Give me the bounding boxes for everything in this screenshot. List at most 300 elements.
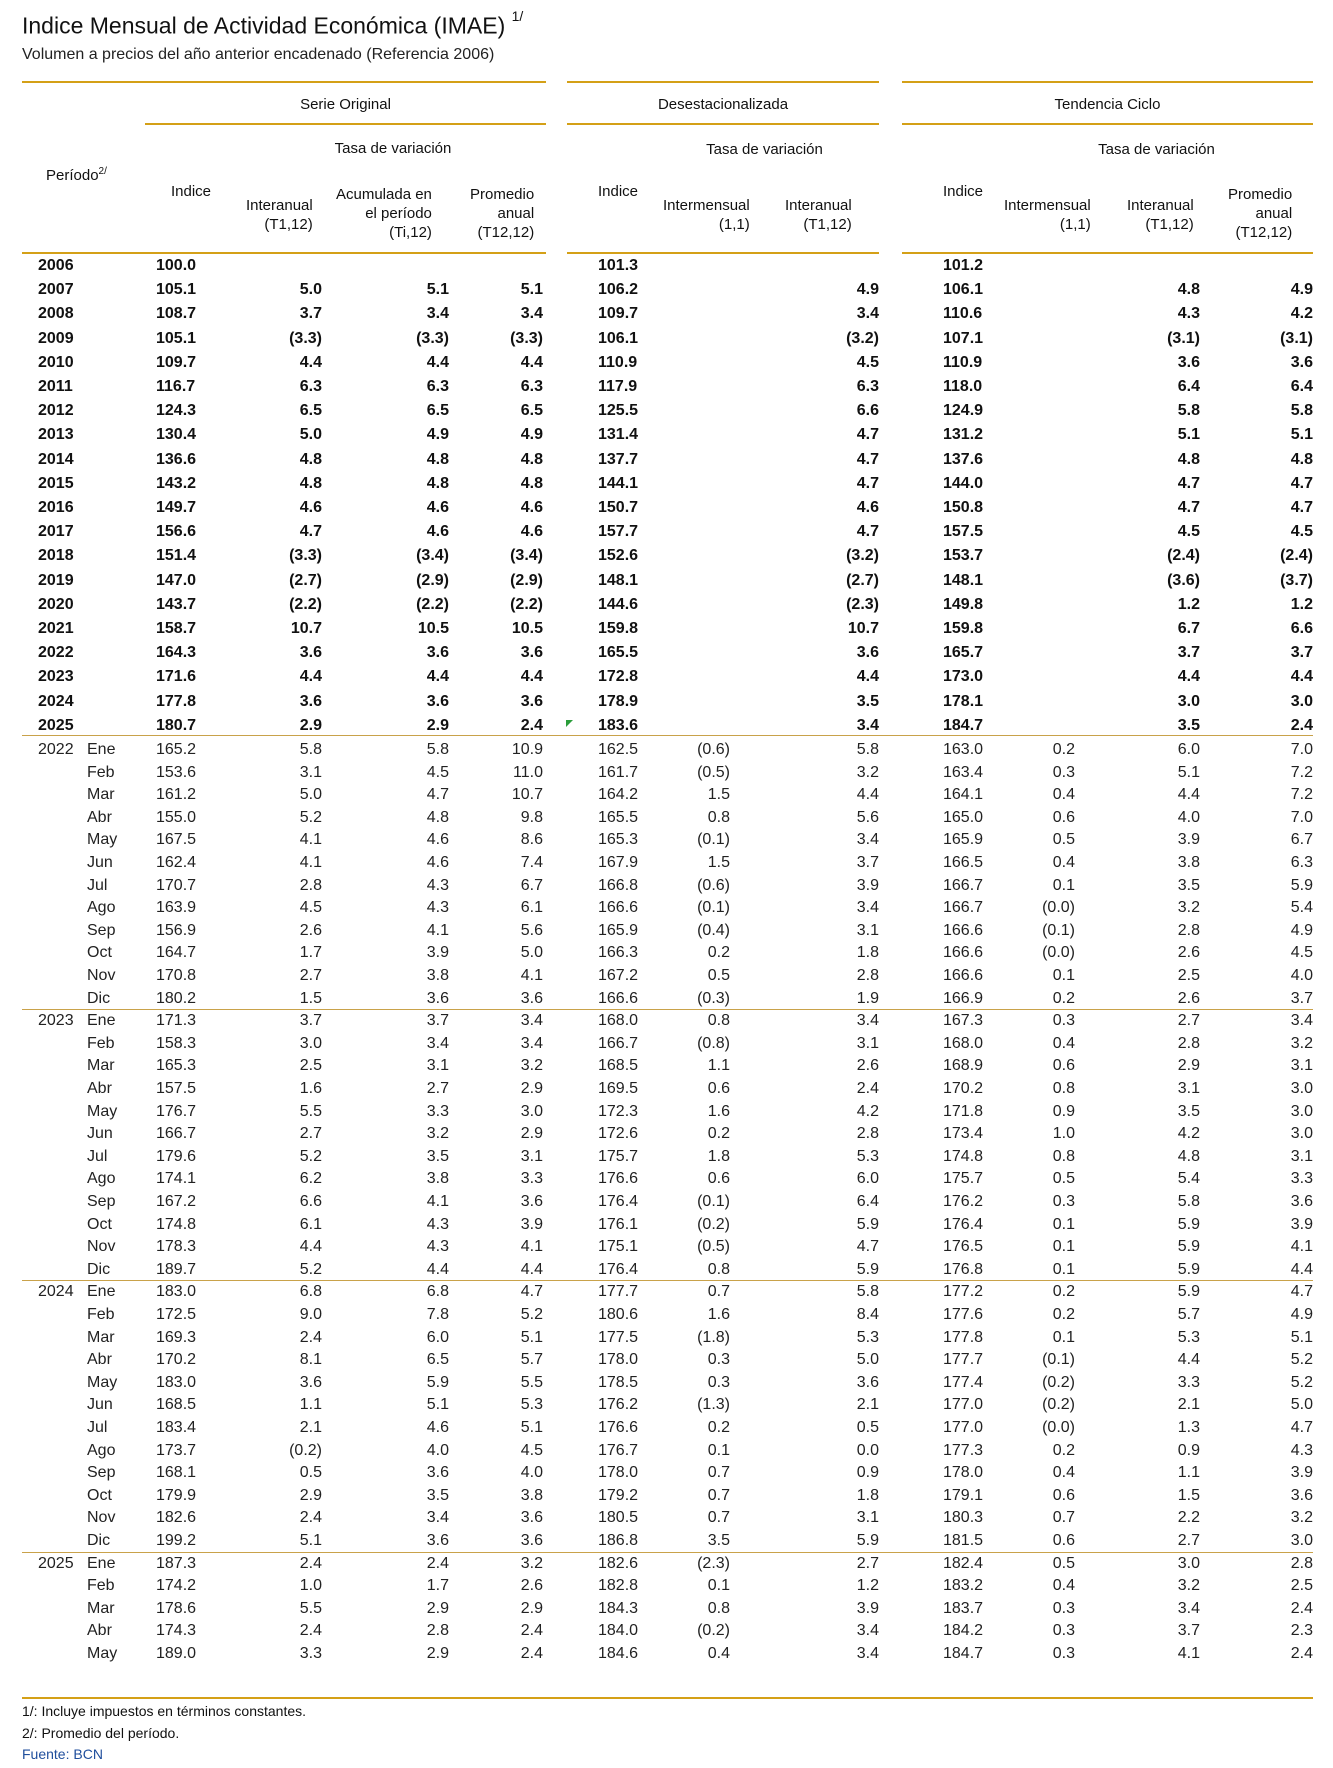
cell-orig-acumulada: 6.3 xyxy=(426,378,449,395)
cell-desest-interanual: 3.1 xyxy=(856,1509,879,1527)
cell-orig-promedio: 5.1 xyxy=(520,1328,543,1346)
group-serie-original: Serie Original xyxy=(300,96,391,113)
cell-orig-promedio: 4.5 xyxy=(520,1441,543,1459)
cell-tend-interanual: 3.1 xyxy=(1177,1080,1200,1097)
cell-orig-interanual: 4.4 xyxy=(299,1238,322,1256)
cell-tend-promedio: 4.1 xyxy=(1290,1238,1313,1256)
cell-desest-interanual: 8.4 xyxy=(856,1306,879,1323)
cell-desest-intermensual: 0.8 xyxy=(707,808,730,826)
cell-tend-interanual: 3.9 xyxy=(1177,831,1200,849)
cell-tend-promedio: 2.3 xyxy=(1290,1622,1313,1640)
cell-tend-promedio: 4.3 xyxy=(1290,1441,1313,1459)
cell-tend-interanual: 4.5 xyxy=(1177,523,1200,541)
cell-orig-interanual: 4.6 xyxy=(299,499,322,516)
cell-tend-promedio: 5.0 xyxy=(1290,1396,1313,1414)
cell-orig-indice: 199.2 xyxy=(156,1532,197,1549)
cell-tend-promedio: 3.6 xyxy=(1290,353,1313,371)
cell-desest-interanual: 6.3 xyxy=(856,378,879,395)
cell-tend-promedio: 7.2 xyxy=(1290,786,1313,804)
cell-desest-indice: 125.5 xyxy=(598,402,639,420)
cell-desest-indice: 178.0 xyxy=(598,1351,639,1369)
period-year: 2010 xyxy=(38,353,74,371)
cell-desest-interanual: 4.7 xyxy=(856,523,879,541)
cell-orig-promedio: 6.7 xyxy=(520,876,543,894)
cell-orig-interanual: 10.7 xyxy=(290,620,322,637)
cell-tend-intermensual: 0.3 xyxy=(1052,763,1075,781)
cell-orig-interanual: 5.5 xyxy=(299,1599,322,1617)
cell-tend-indice: 165.7 xyxy=(943,644,984,662)
period-year: 2009 xyxy=(38,329,74,347)
cell-desest-intermensual: 0.6 xyxy=(707,1080,730,1097)
cell-orig-indice: 158.7 xyxy=(156,620,197,637)
cell-tend-promedio: 3.2 xyxy=(1290,1034,1313,1052)
cell-orig-indice: 100.0 xyxy=(156,257,197,274)
cell-orig-acumulada: 4.8 xyxy=(426,474,449,492)
cell-desest-interanual: 3.4 xyxy=(856,831,879,849)
cell-orig-promedio: 2.4 xyxy=(520,1622,543,1640)
cell-orig-acumulada: 3.7 xyxy=(426,1012,449,1030)
cell-orig-interanual: 4.8 xyxy=(299,474,322,492)
cell-orig-interanual: (0.2) xyxy=(289,1441,322,1459)
cell-orig-interanual: 3.3 xyxy=(299,1645,322,1662)
period-month: Sep xyxy=(87,921,116,939)
cell-tend-indice: 177.4 xyxy=(943,1373,984,1391)
cell-orig-acumulada: 3.5 xyxy=(426,1147,449,1165)
cell-orig-indice: 109.7 xyxy=(156,353,197,371)
cell-tend-promedio: 6.3 xyxy=(1290,854,1313,871)
cell-desest-interanual: 3.4 xyxy=(856,716,879,734)
period-month: Ene xyxy=(87,741,116,758)
cell-desest-indice: 180.5 xyxy=(598,1509,639,1527)
cell-orig-interanual: 2.9 xyxy=(299,1486,322,1504)
cell-tend-interanual: 3.0 xyxy=(1177,692,1200,710)
cell-desest-indice: 180.6 xyxy=(598,1306,639,1323)
cell-desest-intermensual: 0.3 xyxy=(707,1373,730,1391)
cell-orig-indice: 169.3 xyxy=(156,1328,197,1346)
cell-orig-interanual: (2.2) xyxy=(289,595,322,613)
cell-orig-interanual: 4.7 xyxy=(299,523,322,541)
cell-orig-acumulada: (2.2) xyxy=(416,595,449,613)
period-month: Jun xyxy=(87,1125,113,1143)
cell-orig-acumulada: 4.1 xyxy=(426,1193,449,1210)
cell-orig-acumulada: 4.5 xyxy=(426,763,449,781)
cell-orig-promedio: 4.6 xyxy=(520,523,543,541)
cell-desest-interanual: 4.4 xyxy=(856,786,879,804)
cell-desest-intermensual: 1.1 xyxy=(707,1057,730,1075)
cell-orig-acumulada: 5.8 xyxy=(426,741,449,758)
cell-tend-interanual: 3.5 xyxy=(1177,876,1200,894)
cell-orig-indice: 157.5 xyxy=(156,1080,197,1097)
cell-desest-interanual: (2.7) xyxy=(846,571,879,589)
cell-orig-interanual: 4.4 xyxy=(299,668,322,686)
cell-desest-interanual: 5.9 xyxy=(856,1532,879,1549)
cell-orig-acumulada: 6.0 xyxy=(426,1328,449,1346)
cell-orig-indice: 180.7 xyxy=(156,716,197,734)
cell-tend-indice: 168.9 xyxy=(943,1057,984,1075)
cell-tend-interanual: 2.2 xyxy=(1177,1509,1200,1527)
cell-tend-promedio: 3.0 xyxy=(1290,1532,1313,1549)
cell-tend-intermensual: 0.5 xyxy=(1052,1170,1075,1188)
cell-orig-promedio: 3.6 xyxy=(520,1532,543,1549)
cell-orig-indice: 164.3 xyxy=(156,644,197,662)
cell-tend-promedio: 5.2 xyxy=(1290,1373,1313,1391)
cell-orig-promedio: 3.9 xyxy=(520,1215,543,1233)
period-month: Dic xyxy=(87,1260,111,1278)
cell-tend-interanual: 5.1 xyxy=(1177,763,1200,781)
cell-desest-indice: 186.8 xyxy=(598,1532,639,1549)
cell-tend-intermensual: 0.6 xyxy=(1052,1486,1075,1504)
cell-desest-indice: 164.2 xyxy=(598,786,639,804)
cell-tend-indice: 182.4 xyxy=(943,1554,984,1572)
cell-orig-promedio: 8.6 xyxy=(520,831,543,849)
cell-orig-interanual: 5.5 xyxy=(299,1102,322,1120)
cell-tend-intermensual: 0.8 xyxy=(1052,1147,1075,1165)
cell-desest-interanual: 5.6 xyxy=(856,808,879,826)
cell-desest-interanual: 4.9 xyxy=(856,281,879,299)
cell-orig-interanual: (3.3) xyxy=(289,547,322,565)
cell-orig-acumulada: 4.3 xyxy=(426,876,449,894)
cell-tend-intermensual: 0.1 xyxy=(1052,1215,1075,1233)
cell-desest-interanual: 2.4 xyxy=(856,1080,879,1097)
cell-tend-indice: 101.2 xyxy=(943,257,984,274)
cell-tend-interanual: 3.5 xyxy=(1177,1102,1200,1120)
cell-orig-indice: 174.1 xyxy=(156,1170,197,1188)
cell-orig-indice: 174.8 xyxy=(156,1215,197,1233)
cell-tend-intermensual: 0.6 xyxy=(1052,808,1075,826)
cell-tend-interanual: 2.8 xyxy=(1177,921,1200,939)
cell-desest-interanual: 2.7 xyxy=(856,1554,879,1572)
cell-orig-acumulada: 3.6 xyxy=(426,644,449,662)
cell-orig-interanual: 1.0 xyxy=(299,1577,322,1595)
cell-orig-acumulada: 10.5 xyxy=(417,620,449,637)
cell-desest-intermensual: 0.1 xyxy=(707,1577,730,1595)
cell-tend-indice: 157.5 xyxy=(943,523,984,541)
period-month: Oct xyxy=(87,944,112,962)
cell-orig-acumulada: 3.1 xyxy=(426,1057,449,1075)
cell-orig-acumulada: 6.5 xyxy=(426,402,449,420)
cell-orig-promedio: 3.6 xyxy=(520,1509,543,1527)
cell-orig-indice: 156.9 xyxy=(156,921,197,939)
period-month: Dic xyxy=(87,1532,111,1549)
period-month: Mar xyxy=(87,1599,115,1617)
cell-orig-indice: 130.4 xyxy=(156,426,197,444)
col-tendencia-intermensual: Intermensual (1,1) xyxy=(1004,197,1091,233)
period-month: Abr xyxy=(87,1080,112,1097)
col-tendencia-interanual: Interanual (T1,12) xyxy=(1127,197,1194,233)
cell-desest-intermensual: 0.2 xyxy=(707,1125,730,1143)
cell-tend-interanual: 2.7 xyxy=(1177,1532,1200,1549)
period-month: Jul xyxy=(87,1147,108,1165)
cell-tend-interanual: 3.2 xyxy=(1177,899,1200,917)
cell-desest-interanual: (3.2) xyxy=(846,547,879,565)
cell-tend-interanual: 2.9 xyxy=(1177,1057,1200,1075)
cell-tend-promedio: 4.2 xyxy=(1290,305,1313,323)
cell-tend-promedio: 5.1 xyxy=(1290,1328,1313,1346)
cell-orig-interanual: 1.7 xyxy=(299,944,322,962)
cell-tend-indice: 166.7 xyxy=(943,899,984,917)
cell-desest-intermensual: 1.8 xyxy=(707,1147,730,1165)
cell-orig-promedio: (3.3) xyxy=(510,329,543,347)
period-month: Ago xyxy=(87,1170,116,1188)
cell-desest-indice: 184.6 xyxy=(598,1645,639,1662)
cell-desest-intermensual: 0.7 xyxy=(707,1283,730,1301)
cell-tend-intermensual: 0.8 xyxy=(1052,1080,1075,1097)
cell-orig-interanual: 2.1 xyxy=(299,1419,322,1436)
period-month: Nov xyxy=(87,1509,116,1527)
cell-orig-acumulada: 3.9 xyxy=(426,944,449,962)
cell-desest-interanual: 1.9 xyxy=(856,989,879,1007)
cell-orig-acumulada: 3.6 xyxy=(426,1532,449,1549)
cell-orig-interanual: 6.2 xyxy=(299,1170,322,1188)
cell-orig-interanual: 4.8 xyxy=(299,450,322,468)
tasa-label-original: Tasa de variación xyxy=(334,140,452,157)
cell-desest-interanual: 5.9 xyxy=(856,1260,879,1278)
cell-tend-intermensual: (0.0) xyxy=(1042,899,1075,917)
cell-tend-interanual: 3.6 xyxy=(1177,353,1200,371)
cell-desest-intermensual: 0.8 xyxy=(707,1260,730,1278)
cell-tend-indice: 165.9 xyxy=(943,831,984,849)
cell-desest-interanual: 3.2 xyxy=(856,763,879,781)
cell-desest-indice: 177.5 xyxy=(598,1328,639,1346)
cell-tend-promedio: 3.4 xyxy=(1290,1012,1313,1030)
cell-orig-promedio: 10.5 xyxy=(511,620,543,637)
cell-orig-acumulada: 3.6 xyxy=(426,989,449,1007)
cell-orig-indice: 176.7 xyxy=(156,1102,197,1120)
cell-tend-indice: 166.6 xyxy=(943,967,984,984)
col-tendencia-indice: Indice xyxy=(943,183,984,200)
cell-desest-intermensual: (0.5) xyxy=(697,763,730,781)
cell-desest-intermensual: 0.5 xyxy=(707,967,730,984)
tasa-label-desest: Tasa de variación xyxy=(706,141,823,158)
cell-tend-promedio: (2.4) xyxy=(1280,547,1313,565)
cell-desest-interanual: 3.4 xyxy=(856,1012,879,1030)
cell-desest-indice: 178.9 xyxy=(598,692,639,710)
cell-tend-promedio: 3.0 xyxy=(1290,1102,1313,1120)
cell-orig-indice: 136.6 xyxy=(156,450,197,468)
cell-tend-indice: 166.6 xyxy=(943,944,984,962)
year-separator-rule xyxy=(22,1552,1313,1553)
cell-desest-interanual: 4.6 xyxy=(856,499,879,516)
cell-orig-interanual: 6.6 xyxy=(299,1193,322,1210)
cell-orig-promedio: 10.9 xyxy=(511,741,543,758)
cell-orig-acumulada: 2.9 xyxy=(426,1645,449,1662)
cell-desest-intermensual: (0.8) xyxy=(697,1034,730,1052)
cell-tend-promedio: 3.1 xyxy=(1290,1147,1313,1165)
cell-orig-acumulada: 4.6 xyxy=(426,831,449,849)
cell-desest-interanual: 4.7 xyxy=(856,450,879,468)
cell-tend-interanual: 3.7 xyxy=(1177,644,1200,662)
period-month: Dic xyxy=(87,989,111,1007)
period-year: 2007 xyxy=(38,281,74,299)
cell-desest-indice: 176.4 xyxy=(598,1260,639,1278)
period-year: 2021 xyxy=(38,620,74,637)
cell-tend-interanual: 2.6 xyxy=(1177,944,1200,962)
cell-orig-indice: 105.1 xyxy=(156,281,197,299)
cell-orig-promedio: 6.1 xyxy=(520,899,543,917)
cell-orig-indice: 162.4 xyxy=(156,854,197,871)
cell-tend-intermensual: 0.4 xyxy=(1052,1577,1075,1595)
cell-tend-indice: 164.1 xyxy=(943,786,984,804)
period-month: Oct xyxy=(87,1486,112,1504)
cell-desest-interanual: 5.8 xyxy=(856,1283,879,1301)
cell-tend-promedio: 5.2 xyxy=(1290,1351,1313,1369)
cell-orig-interanual: 5.0 xyxy=(299,281,322,299)
cell-tend-intermensual: 0.5 xyxy=(1052,1554,1075,1572)
cell-orig-acumulada: 6.5 xyxy=(426,1351,449,1369)
cell-tend-intermensual: 1.0 xyxy=(1052,1125,1075,1143)
cell-tend-interanual: (2.4) xyxy=(1167,547,1200,565)
cell-tend-intermensual: 0.2 xyxy=(1052,1306,1075,1323)
period-year: 2014 xyxy=(38,450,74,468)
cell-tend-interanual: (3.1) xyxy=(1167,329,1200,347)
cell-tend-promedio: 3.2 xyxy=(1290,1509,1313,1527)
cell-orig-indice: 173.7 xyxy=(156,1441,197,1459)
cell-desest-interanual: 2.8 xyxy=(856,1125,879,1143)
cell-desest-intermensual: 0.7 xyxy=(707,1486,730,1504)
cell-orig-indice: 168.1 xyxy=(156,1464,197,1482)
cell-orig-acumulada: 4.6 xyxy=(426,523,449,541)
cell-desest-interanual: 5.3 xyxy=(856,1328,879,1346)
cell-orig-promedio: 4.1 xyxy=(520,1238,543,1256)
cell-orig-acumulada: 4.4 xyxy=(426,353,449,371)
cell-desest-intermensual: (1.3) xyxy=(697,1396,730,1414)
cell-orig-interanual: 5.2 xyxy=(299,1260,322,1278)
cell-tend-indice: 176.5 xyxy=(943,1238,984,1256)
cell-orig-interanual: 2.7 xyxy=(299,1125,322,1143)
cell-tend-promedio: 6.7 xyxy=(1290,831,1313,849)
cell-desest-interanual: 0.0 xyxy=(856,1441,879,1459)
cell-tend-promedio: 3.0 xyxy=(1290,692,1313,710)
cell-tend-intermensual: (0.0) xyxy=(1042,944,1075,962)
cell-orig-indice: 179.9 xyxy=(156,1486,197,1504)
period-year: 2019 xyxy=(38,571,74,589)
cell-desest-indice: 144.6 xyxy=(598,595,639,613)
col-desest-intermensual: Intermensual (1,1) xyxy=(663,197,750,233)
cell-orig-interanual: 3.7 xyxy=(299,305,322,323)
cell-tend-promedio: 3.6 xyxy=(1290,1193,1313,1210)
cell-orig-interanual: 2.5 xyxy=(299,1057,322,1075)
period-month: Ago xyxy=(87,1441,116,1459)
cell-desest-indice: 161.7 xyxy=(598,763,639,781)
cell-orig-indice: 177.8 xyxy=(156,692,197,710)
cell-tend-interanual: 2.6 xyxy=(1177,989,1200,1007)
cell-tend-intermensual: 0.4 xyxy=(1052,1464,1075,1482)
cell-desest-intermensual: (0.2) xyxy=(697,1215,730,1233)
cell-desest-indice: 159.8 xyxy=(598,620,639,637)
cell-tend-interanual: 1.2 xyxy=(1177,595,1200,613)
cell-tend-interanual: 4.1 xyxy=(1177,1645,1200,1662)
cell-desest-indice: 175.7 xyxy=(598,1147,639,1165)
cell-orig-interanual: 2.7 xyxy=(299,967,322,984)
cell-desest-interanual: 3.9 xyxy=(856,876,879,894)
cell-orig-promedio: 2.9 xyxy=(520,1599,543,1617)
period-month: Abr xyxy=(87,1351,112,1369)
period-month: Feb xyxy=(87,1034,115,1052)
cell-desest-interanual: 4.7 xyxy=(856,1238,879,1256)
cell-orig-indice: 170.7 xyxy=(156,876,197,894)
cell-tend-interanual: 2.8 xyxy=(1177,1034,1200,1052)
cell-desest-intermensual: 0.8 xyxy=(707,1012,730,1030)
cell-desest-indice: 167.2 xyxy=(598,967,639,984)
cell-orig-acumulada: 2.7 xyxy=(426,1080,449,1097)
cell-tend-promedio: 2.8 xyxy=(1290,1554,1313,1572)
cell-desest-intermensual: 0.7 xyxy=(707,1509,730,1527)
cell-tend-interanual: 3.4 xyxy=(1177,1599,1200,1617)
cell-orig-promedio: 3.4 xyxy=(520,1034,543,1052)
cell-tend-promedio: 4.8 xyxy=(1290,450,1313,468)
period-year: 2022 xyxy=(38,741,74,758)
cell-orig-interanual: 3.7 xyxy=(299,1012,322,1030)
cell-tend-indice: 118.0 xyxy=(943,378,983,395)
cell-tend-promedio: 4.7 xyxy=(1290,1283,1313,1301)
cell-desest-indice: 167.9 xyxy=(598,854,639,871)
cell-desest-interanual: 1.8 xyxy=(856,944,879,962)
col-tendencia-promedio: Promedio anual (T12,12) xyxy=(1228,186,1293,241)
cell-desest-indice: 131.4 xyxy=(598,426,639,444)
cell-tend-interanual: 5.7 xyxy=(1177,1306,1200,1323)
cell-orig-acumulada: 3.4 xyxy=(426,305,449,323)
cell-orig-promedio: (3.4) xyxy=(510,547,543,565)
cell-orig-acumulada: 4.3 xyxy=(426,899,449,917)
cell-desest-indice: 178.0 xyxy=(598,1464,639,1482)
cell-tend-indice: 170.2 xyxy=(943,1080,984,1097)
cell-orig-interanual: 5.2 xyxy=(299,1147,322,1165)
cell-tend-intermensual: 0.3 xyxy=(1052,1193,1075,1210)
cell-orig-indice: 149.7 xyxy=(156,499,197,516)
cell-tend-intermensual: 0.1 xyxy=(1052,1238,1075,1256)
footer-rule xyxy=(22,1697,1313,1699)
cell-tend-intermensual: 0.4 xyxy=(1052,854,1075,871)
cell-orig-acumulada: 3.5 xyxy=(426,1486,449,1504)
year-separator-rule xyxy=(22,1009,1313,1010)
cell-orig-interanual: 6.8 xyxy=(299,1283,322,1301)
cell-orig-indice: 189.0 xyxy=(156,1645,197,1662)
cell-tend-indice: 150.8 xyxy=(943,499,984,516)
cell-desest-indice: 157.7 xyxy=(598,523,639,541)
cell-desest-indice: 101.3 xyxy=(598,257,639,274)
cell-orig-indice: 161.2 xyxy=(156,786,197,804)
cell-orig-promedio: 4.1 xyxy=(520,967,543,984)
cell-desest-indice: 165.3 xyxy=(598,831,639,849)
cell-tend-promedio: 2.4 xyxy=(1290,1599,1313,1617)
cell-desest-indice: 117.9 xyxy=(598,378,638,395)
cell-orig-acumulada: 2.8 xyxy=(426,1622,449,1640)
cell-orig-promedio: 6.3 xyxy=(520,378,543,395)
cell-desest-interanual: 4.7 xyxy=(856,426,879,444)
cell-desest-interanual: 3.4 xyxy=(856,1622,879,1640)
period-month: Jul xyxy=(87,876,108,894)
cell-orig-indice: 187.3 xyxy=(156,1554,197,1572)
cell-tend-interanual: 3.0 xyxy=(1177,1554,1200,1572)
cell-desest-indice: 182.8 xyxy=(598,1577,639,1595)
period-year: 2013 xyxy=(38,426,74,444)
cell-desest-indice: 166.8 xyxy=(598,876,639,894)
cell-desest-intermensual: (0.6) xyxy=(697,876,730,894)
cell-orig-interanual: 5.8 xyxy=(299,741,322,758)
cell-tend-promedio: 3.7 xyxy=(1290,644,1313,662)
tasa-label-tendencia: Tasa de variación xyxy=(1098,141,1215,158)
cell-desest-interanual: 6.6 xyxy=(856,402,879,420)
cell-desest-intermensual: (0.5) xyxy=(697,1238,730,1256)
cell-tend-interanual: 4.8 xyxy=(1177,281,1200,299)
cell-tend-indice: 180.3 xyxy=(943,1509,984,1527)
cell-orig-promedio: 4.7 xyxy=(520,1283,543,1301)
cell-orig-indice: 178.3 xyxy=(156,1238,197,1256)
cell-tend-intermensual: (0.1) xyxy=(1042,921,1075,939)
period-month: May xyxy=(87,1373,118,1391)
cell-orig-acumulada: (2.9) xyxy=(416,571,449,589)
cell-tend-indice: 183.7 xyxy=(943,1599,984,1617)
